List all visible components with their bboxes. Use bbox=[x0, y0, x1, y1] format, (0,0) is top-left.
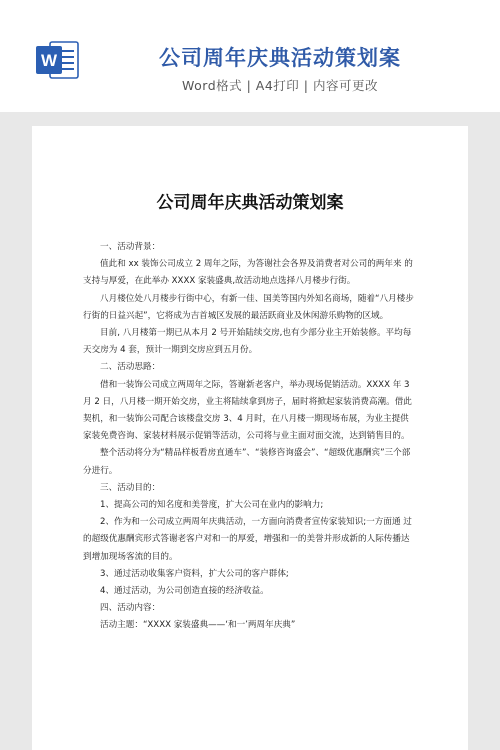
header-title: 公司周年庆典活动策划案 bbox=[159, 46, 401, 70]
document-body bbox=[83, 239, 417, 635]
paragraph: 借和一装饰公司成立两周年之际，答谢新老客户，举办现场促销活动。XXXX 年 3 月 2 日，八月楼一期开始交房，业主将陆续拿到房子，届时将掀起家装消费高潮。借此契机，和一装饰公司配合该楼盘交房 3、4 月时，在八月楼一期现场布展，为业主提供家装免费咨询、家装材料展示促销等活动，公司将与业主面对面交流，达到销售目的。 bbox=[83, 379, 412, 442]
paragraph: 值此和 xx 装饰公司成立 2 周年之际，为答谢社会各界及消费者对公司的两年来 的支持与厚爱，在此举办 XXXX 家装盛典,故活动地点选择八月楼步行街。 bbox=[83, 259, 413, 287]
list-item: 1、提高公司的知名度和美誉度，扩大公司在业内的影响力; bbox=[100, 500, 324, 511]
paragraph: 八月楼位处八月楼步行街中心，有新一佳、国美等国内外知名商场，随着“八月楼步行街的日益兴起”，它将成为吉首城区发展的最活跃商业及休闲游乐购物的区域。 bbox=[83, 293, 414, 321]
section-heading: 二、活动思路： bbox=[100, 362, 161, 373]
list-item: 4、通过活动，为公司创造直接的经济收益。 bbox=[100, 586, 269, 597]
section-heading: 三、活动目的： bbox=[100, 482, 161, 493]
document-title: 公司周年庆典活动策划案 bbox=[156, 193, 344, 213]
document-page bbox=[32, 126, 468, 750]
word-doc-icon bbox=[36, 40, 80, 80]
list-item: 3、通过活动收集客户资料，扩大公司的客户群体; bbox=[100, 568, 289, 579]
paragraph: 目前, 八月楼第一期已从本月 2 号开始陆续交房,也有少部分业主开始装修。平均每天交房为 4 套，预计一期到交房应到五月份。 bbox=[83, 328, 412, 356]
header-subtitle: Word格式 | A4打印 | 内容可更改 bbox=[182, 78, 378, 93]
list-item: 2、作为和一公司成立两周年庆典活动，一方面向消费者宣传家装知识;一方面通 过的超级优惠酬宾形式答谢老客户对和一的厚爱，增强和一的美誉并形成新的人际传播达到增加现场客流的目的。 bbox=[83, 517, 412, 562]
paragraph: 整个活动将分为“精品样板看房直通车”、“装修咨询盛会”、“超级优惠酬宾”三个部分进行。 bbox=[83, 448, 411, 476]
section-heading: 一、活动背景： bbox=[100, 242, 161, 252]
header bbox=[0, 0, 500, 112]
paragraph: 活动主题：“XXXX 家装盛典——‘和一’两周年庆典” bbox=[100, 620, 296, 631]
word-icon-letter: W bbox=[40, 51, 58, 70]
section-heading: 四、活动内容： bbox=[100, 603, 161, 614]
